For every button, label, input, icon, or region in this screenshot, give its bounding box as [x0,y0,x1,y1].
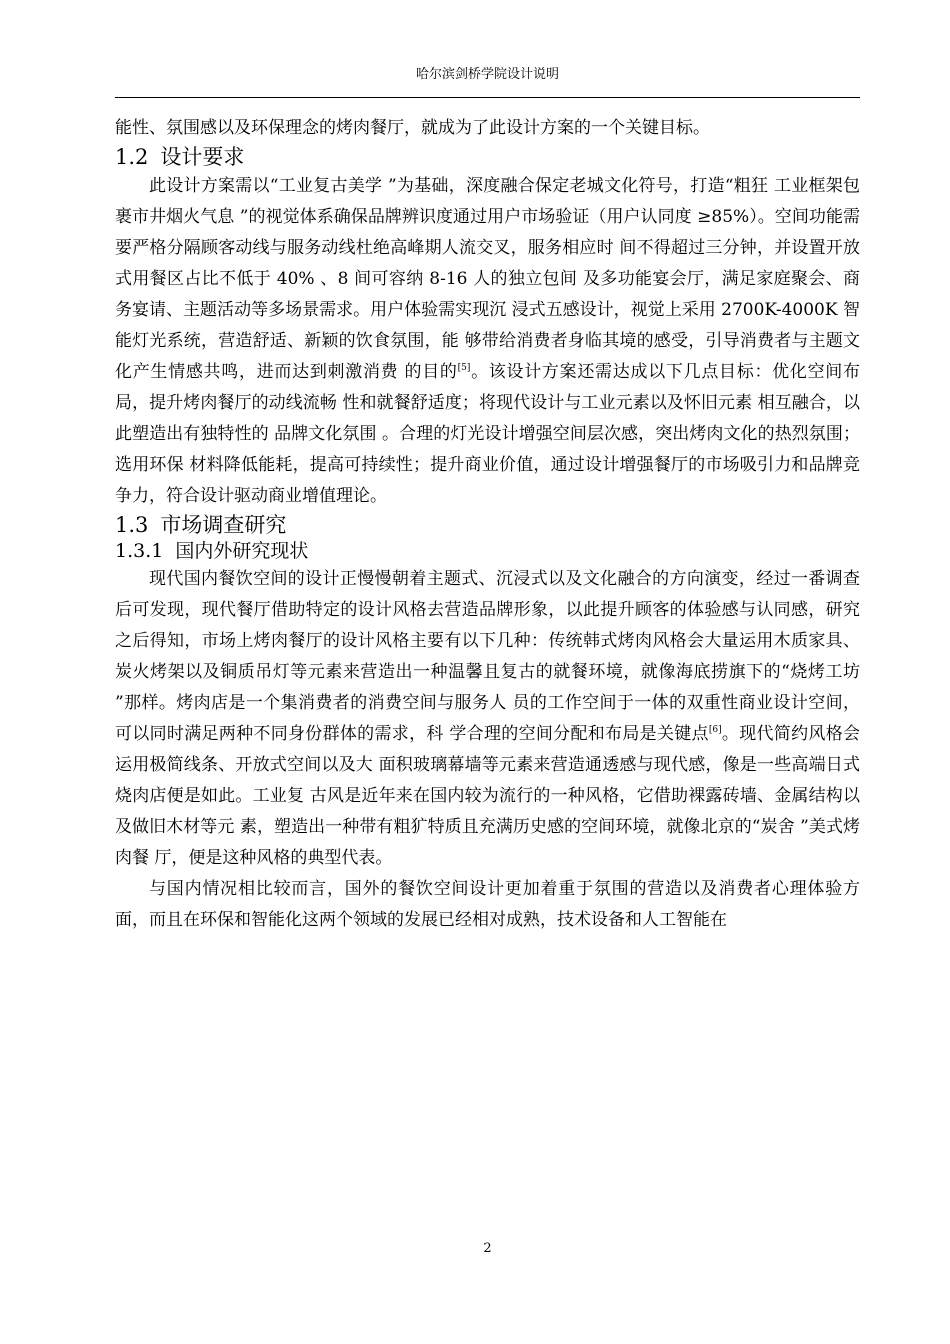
heading-number: 1.3 [115,513,149,537]
citation-ref-6: [6] [708,725,722,735]
header-divider [115,97,860,98]
heading-1-3 [115,512,860,539]
paragraph-foreign-research: 与国内情况相比较而言，国外的餐饮空间设计更加着重于氛围的营造以及消费者心理体验方面，而且在环保和智能化这两个领域的发展已经相对成熟，技术设备和人工智能在 [115,879,860,930]
heading-title: 设计要求 [160,145,245,169]
heading-title: 国内外研究现状 [175,540,309,562]
citation-ref-5: [5] [457,363,471,373]
heading-1-2 [115,144,860,171]
heading-number: 1.2 [115,145,149,169]
document-body [115,113,860,936]
paragraph-design-requirements [115,171,860,512]
paragraph-text: 现代国内餐饮空间的设计正慢慢朝着主题式、沉浸式以及文化融合的方向演变，经过一番调查后可发现，现代餐厅借助特定的设计风格去营造品牌形象，以此提升顾客的体验感与认同感，研究之后得知，市场上烤肉餐厅的设计风格主要有以下几种：传统韩式烤肉风格会大量运用木质家具、炭火烤架以及铜质吊灯等元素来营造出一种温馨且复古的就餐环境，就像海底捞旗下的“烧烤工坊 ”那样。烤肉店是一个集消费者的消费空间与服务人 员的工作空间于一体的双重性商业设计空间，可以同时满足两种不同身份群体的需求，科 学合理的空间分配和布局是关键点 [115,569,860,744]
page-header: 哈尔滨剑桥学院设计说明 [415,67,559,82]
paragraph-text: 。该设计方案还需达成以下几点目标：优化空间布局，提升烤肉餐厅的动线流畅 性和就餐舒适度；将现代设计与工业元素以及怀旧元素 相互融合，以此塑造出有独特性的 品牌文化氛围 。合理的灯光设计增强空间层次感，突出烤肉文化的热烈氛围；选用环保 材料降低能耗，提高可持续性；提升商业价值，通过设计增强餐厅的市场吸引力和品牌竞 争力，符合设计驱动商业增值理论。 [115,362,861,506]
heading-1-3-1 [115,539,860,564]
heading-number: 1.3.1 [115,540,164,562]
page-number: 2 [483,1241,492,1256]
paragraph-continuation: 能性、氛围感以及环保理念的烤肉餐厅，就成为了此设计方案的一个关键目标。 [115,118,710,138]
paragraph-domestic-research [115,564,860,874]
heading-title: 市场调查研究 [160,513,287,537]
paragraph-text: 。现代简约风格会运用极简线条、开放式空间以及大 面积玻璃幕墙等元素来营造通透感与现代感，像是一些高端日式烧肉店便是如此。工业复 古风是近年来在国内较为流行的一种风格，它借助裸露砖墙、金属结构以及做旧木材等元 素，塑造出一种带有粗犷特质且充满历史感的空间环境，就像北京的“炭舍 ”美式烤肉餐 厅，便是这种风格的典型代表。 [115,724,860,868]
paragraph-text: 此设计方案需以“工业复古美学 ”为基础，深度融合保定老城文化符号，打造“粗狂 工业框架包裹市井烟火气息 ”的视觉体系确保品牌辨识度通过用户市场验证（用户认同度 ≥85%）。空间功能需要严格分隔顾客动线与服务动线杜绝高峰期人流交叉，服务相应时 间不得超过三分钟，并设置开放式用餐区占比不低于 40% 、8 间可容纳 8-16 人的独立包间 及多功能宴会厅，满足家庭聚会、商务宴请、主题活动等多场景需求。用户体验需实现沉 浸式五感设计，视觉上采用 2700K-4000K 智能灯光系统，营造舒适、新颖的饮食氛围，能 够带给消费者身临其境的感受，引导消费者与主题文化产生情感共鸣，进而达到刺激消费 的目的 [115,176,860,382]
